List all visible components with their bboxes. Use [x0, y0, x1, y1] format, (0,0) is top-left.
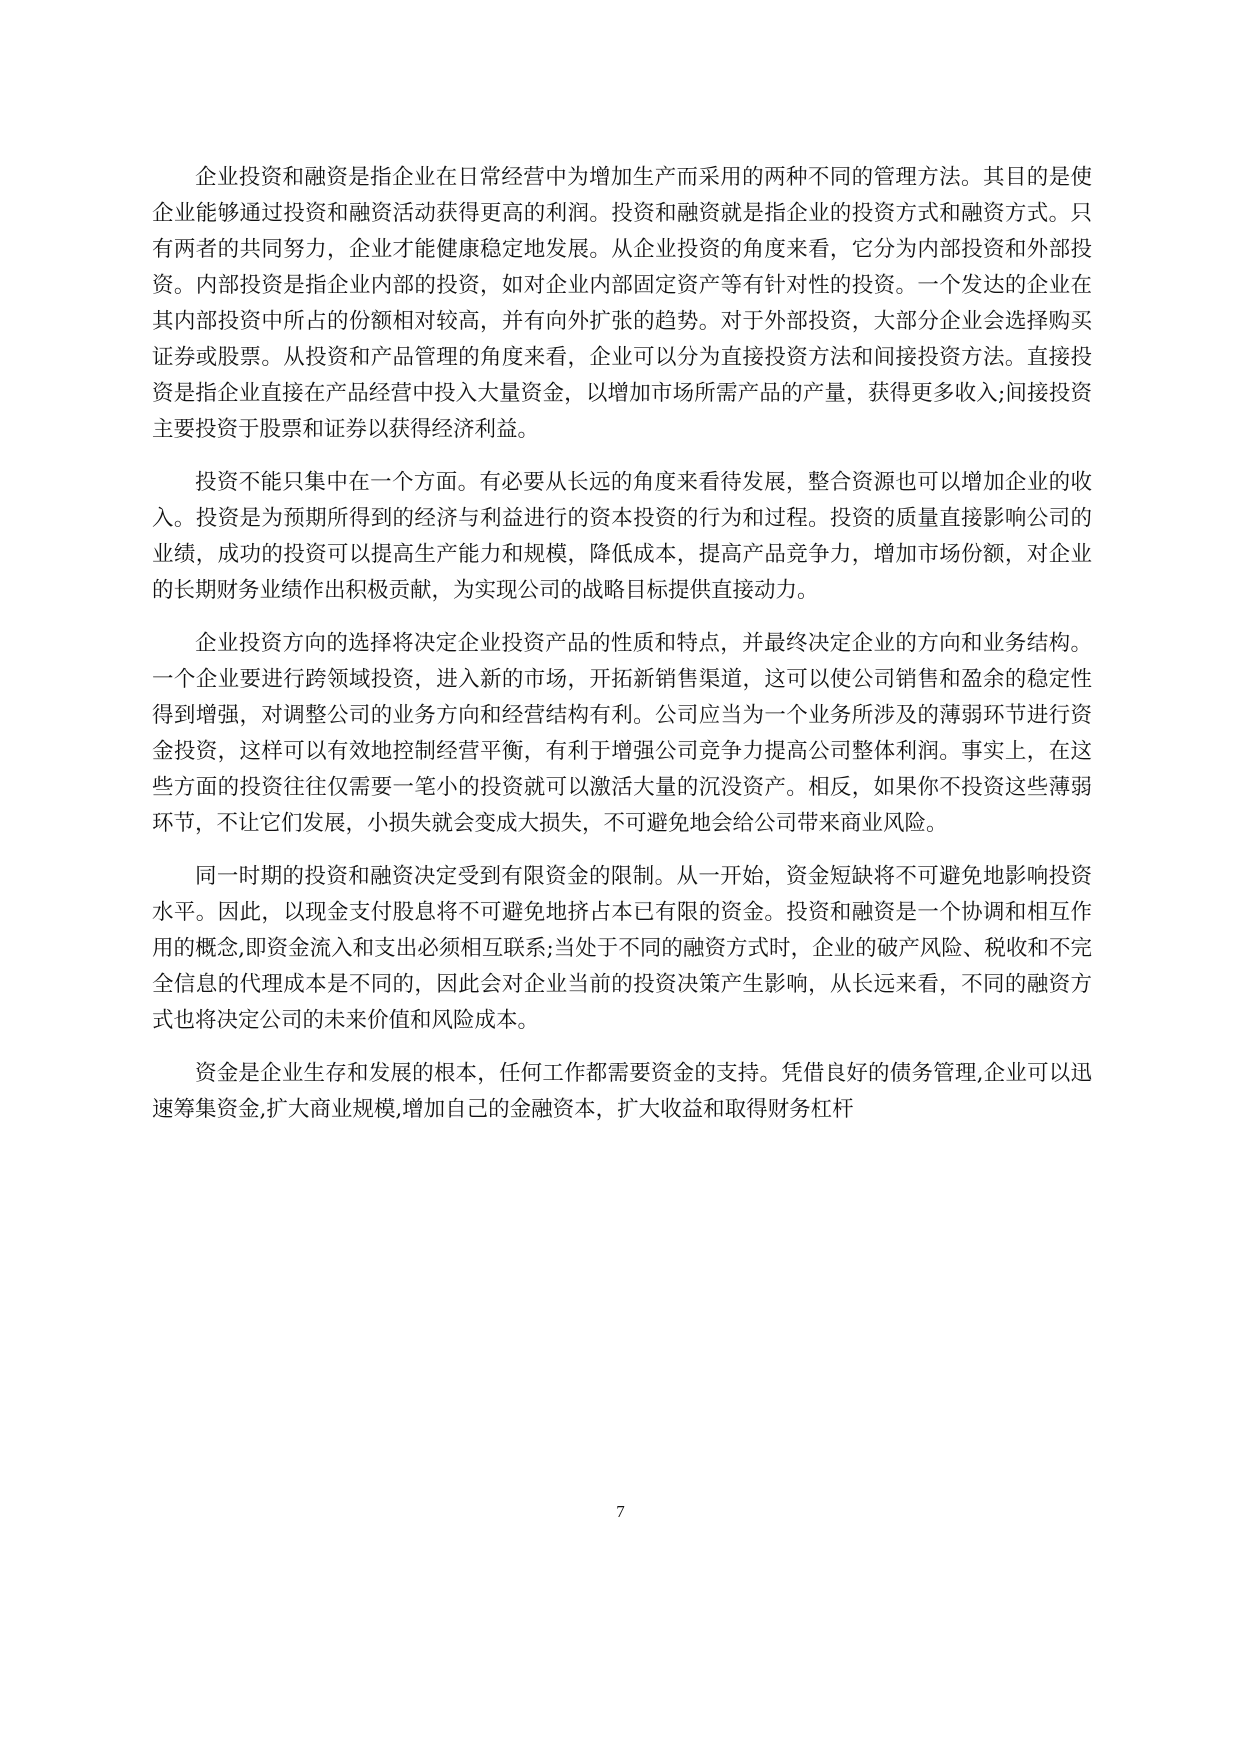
- body-text: [152, 160, 1092, 1145]
- paragraph-2: 投资不能只集中在一个方面。有必要从长远的角度来看待发展，整合资源也可以增加企业的收入。投资是为预期所得到的经济与利益进行的资本投资的行为和过程。投资的质量直接影响公司的业绩，成功的投资可以提高生产能力和规模，降低成本，提高产品竞争力，增加市场份额，对企业的长期财务业绩作出积极贡献，为实现公司的战略目标提供直接动力。: [152, 470, 1092, 603]
- paragraph-4: 同一时期的投资和融资决定受到有限资金的限制。从一开始，资金短缺将不可避免地影响投资水平。因此，以现金支付股息将不可避免地挤占本已有限的资金。投资和融资是一个协调和相互作用的概念,即资金流入和支出必须相互联系;当处于不同的融资方式时，企业的破产风险、税收和不完全信息的代理成本是不同的，因此会对企业当前的投资决策产生影响，从长远来看，不同的融资方式也将决定公司的未来价值和风险成本。: [152, 864, 1092, 1033]
- page-number: 7: [616, 1502, 625, 1521]
- paragraph-3: 企业投资方向的选择将决定企业投资产品的性质和特点，并最终决定企业的方向和业务结构。一个企业要进行跨领域投资，进入新的市场，开拓新销售渠道，这可以使公司销售和盈余的稳定性得到增强，对调整公司的业务方向和经营结构有利。公司应当为一个业务所涉及的薄弱环节进行资金投资，这样可以有效地控制经营平衡，有利于增强公司竞争力提高公司整体利润。事实上，在这些方面的投资往往仅需要一笔小的投资就可以激活大量的沉没资产。相反，如果你不投资这些薄弱环节，不让它们发展，小损失就会变成大损失，不可避免地会给公司带来商业风险。: [152, 631, 1092, 836]
- paragraph-1: 企业投资和融资是指企业在日常经营中为增加生产而采用的两种不同的管理方法。其目的是使企业能够通过投资和融资活动获得更高的利润。投资和融资就是指企业的投资方式和融资方式。只有两者的共同努力，企业才能健康稳定地发展。从企业投资的角度来看，它分为内部投资和外部投资。内部投资是指企业内部的投资，如对企业内部固定资产等有针对性的投资。一个发达的企业在其内部投资中所占的份额相对较高，并有向外扩张的趋势。对于外部投资，大部分企业会选择购买证券或股票。从投资和产品管理的角度来看，企业可以分为直接投资方法和间接投资方法。直接投资是指企业直接在产品经营中投入大量资金，以增加市场所需产品的产量，获得更多收入;间接投资主要投资于股票和证券以获得经济利益。: [152, 165, 1092, 442]
- paragraph-5: 资金是企业生存和发展的根本，任何工作都需要资金的支持。凭借良好的债务管理,企业可以迅速筹集资金,扩大商业规模,增加自己的金融资本，扩大收益和取得财务杠杆: [152, 1061, 1092, 1122]
